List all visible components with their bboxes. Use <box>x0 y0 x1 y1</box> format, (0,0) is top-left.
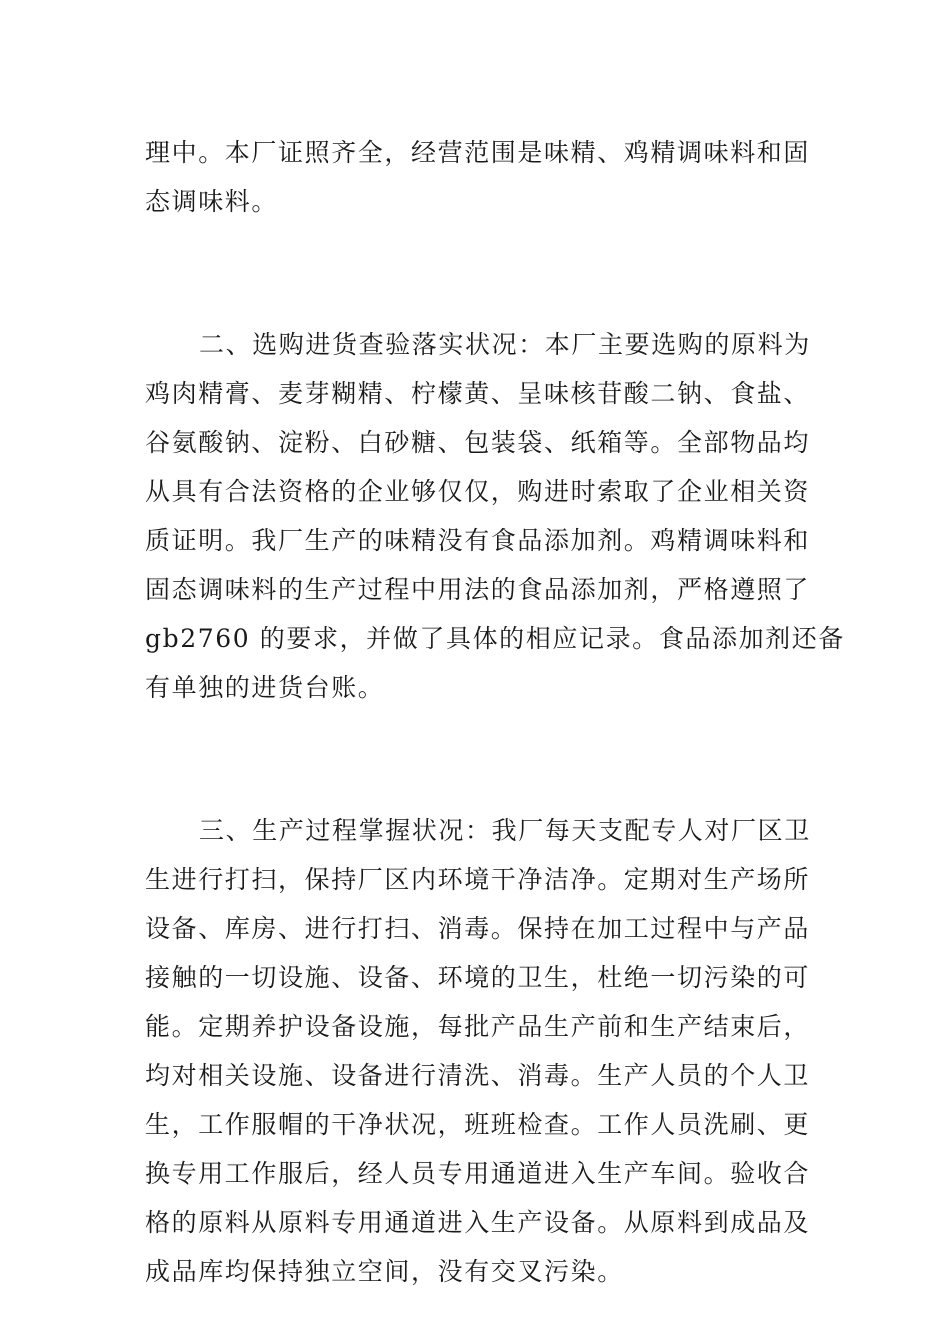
paragraph-1-continuation <box>145 128 811 226</box>
text-line: 质证明。我厂生产的味精没有食品添加剂。鸡精调味料和 <box>145 526 811 555</box>
text-line: 能。定期养护设备设施，每批产品生产前和生产结束后， <box>145 1012 811 1041</box>
text-line: 理中。本厂证照齐全，经营范围是味精、鸡精调味料和固 <box>145 138 811 167</box>
text-line: 接触的一切设施、设备、环境的卫生，杜绝一切污染的可 <box>145 963 811 992</box>
text-line: 设备、库房、进行打扫、消毒。保持在加工过程中与产品 <box>145 914 811 943</box>
text-line: 格的原料从原料专用通道进入生产设备。从原料到成品及 <box>145 1208 811 1237</box>
text-line: 三、生产过程掌握状况：我厂每天支配专人对厂区卫 <box>199 816 811 845</box>
text-line: 均对相关设施、设备进行清洗、消毒。生产人员的个人卫 <box>145 1061 811 1090</box>
text-line: 生，工作服帽的干净状况，班班检查。工作人员洗刷、更 <box>145 1110 811 1139</box>
text-line: 换专用工作服后，经人员专用通道进入生产车间。验收合 <box>145 1159 811 1188</box>
text-line: 固态调味料的生产过程中用法的食品添加剂，严格遵照了 <box>145 575 811 604</box>
text-line: gb2760 的要求，并做了具体的相应记录。食品添加剂还备 <box>145 624 845 653</box>
text-line: 生进行打扫，保持厂区内环境干净洁净。定期对生产场所 <box>145 865 811 894</box>
paragraph-production-control <box>145 806 811 1296</box>
paragraph-spacer <box>145 226 805 320</box>
document-body <box>145 128 845 1296</box>
text-line: 从具有合法资格的企业够仅仅，购进时索取了企业相关资 <box>145 477 811 506</box>
text-line: 鸡肉精膏、麦芽糊精、柠檬黄、呈味核苷酸二钠、食盐、 <box>145 379 811 408</box>
paragraph-spacer <box>145 712 805 806</box>
text-line: 成品库均保持独立空间，没有交叉污染。 <box>145 1257 624 1286</box>
text-line: 有单独的进货台账。 <box>145 673 385 702</box>
text-line: 态调味料。 <box>145 187 279 216</box>
text-line: 谷氨酸钠、淀粉、白砂糖、包装袋、纸箱等。全部物品均 <box>145 428 811 457</box>
text-line: 二、选购进货查验落实状况：本厂主要选购的原料为 <box>199 330 811 359</box>
paragraph-procurement-inspection <box>145 320 845 712</box>
